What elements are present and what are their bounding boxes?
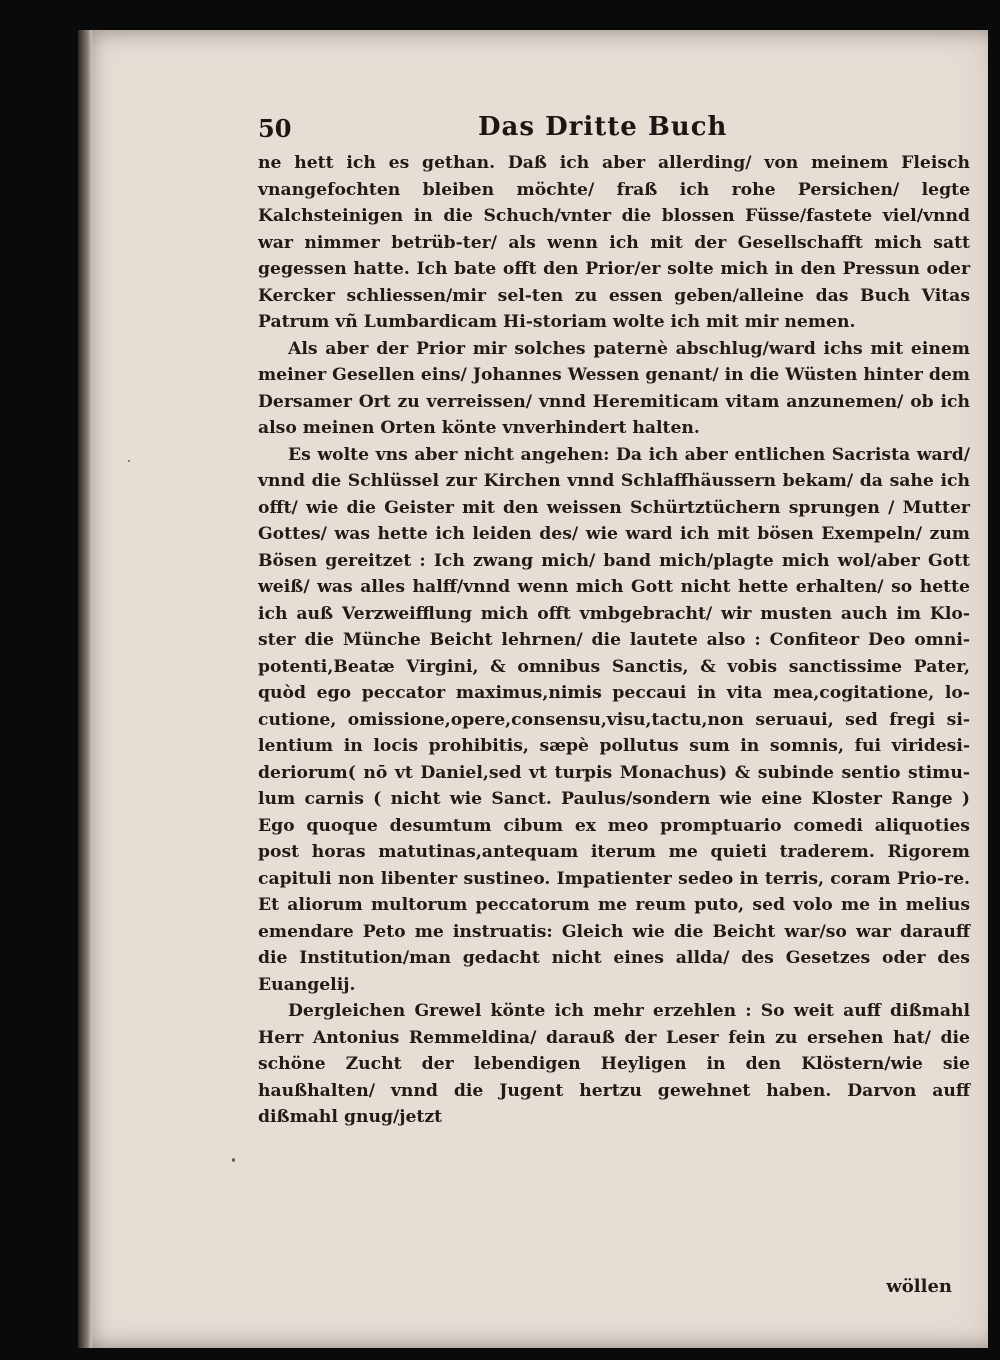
body-text [258, 150, 970, 1131]
page-number: 50 [258, 114, 292, 143]
running-title: Das Dritte Buch [478, 112, 728, 142]
paragraph-2: Als aber der Prior mir solches paternè abschlug/ward ichs mit einem meiner Gesellen eins/ Johannes Wessen genant/ in die Wüsten hinter dem Dersamer Ort zu verreissen/ vnnd Heremiticam vitam anzunemen/ ob ich also meinen Orten könte vnverhindert halten. [258, 338, 970, 438]
page-spine-shadow [78, 30, 92, 1348]
page-header [258, 108, 968, 148]
paper-speck [128, 460, 130, 462]
paragraph-1: ne hett ich es gethan. Daß ich aber allerding/ von meinem Fleisch vnangefochten bleiben möchte/ fraß ich rohe Persichen/ legte Kalchsteinigen in die Schuch/vnter die blossen Füsse/fastete viel/vnnd war nimmer betrüb-ter/ als wenn ich mit der Gesellschafft mich satt gegessen hatte. Ich bate offt den Prior/er solte mich in den Pressun oder Kercker schliessen/mir sel-ten zu essen geben/alleine das Buch Vitas Patrum vñ Lumbardicam Hi-storiam wolte ich mit mir nemen. [258, 153, 970, 332]
paragraph-3: Es wolte vns aber nicht angehen: Da ich aber entlichen Sacrista ward/ vnnd die Schlüssel zur Kirchen vnnd Schlaffhäussern bekam/ da sahe ich offt/ wie die Geister mit den weissen Schürtztüchern sprungen / Mutter Gottes/ was hette ich leiden des/ wie ward ich mit bösen Exempeln/ zum Bösen gereitzet : Ich zwang mich/ band mich/plagte mich wol/aber Gott weiß/ was alles halff/vnnd wenn mich Gott nicht hette erhalten/ so hette ich auß Verzweifflung mich offt vmbgebracht/ wir musten auch im Klo-ster die Münche Beicht lehrnen/ die lautete also : Confiteor Deo omni-potenti,Beatæ Virgini, & omnibus Sanctis, & vobis sanctissime Pater, quòd ego peccator maximus,nimis peccaui in vita mea,cogitatione, lo-cutione, omissione,opere,consensu,visu,tactu,non seruaui, sed fregi si-lentium in locis prohibitis, sæpè pollutus sum in somnis, fui viridesi-deriorum( nō vt Daniel,sed vt turpis Monachus) & subinde sentio stimu-lum carnis ( nicht wie Sanct. Paulus/sondern wie eine Kloster Range ) Ego quoque desumtum cibum ex meo promptuario comedi aliquoties post horas matutinas,antequam iterum me quieti traderem. Rigorem capituli non libenter sustineo. Impatienter sedeo in terris, coram Prio-re. Et aliorum multorum peccatorum me reum puto, sed volo me in melius emendare Peto me instruatis: Gleich wie die Beicht war/so war darauff die Institution/man gedacht nicht eines allda/ des Gesetzes oder des Euangelij. [258, 444, 970, 995]
paper-speck [232, 1158, 235, 1162]
paragraph-4: Dergleichen Grewel könte ich mehr erzehlen : So weit auff dißmahl Herr Antonius Remmeldina/ darauß der Leser fein zu ersehen hat/ die schöne Zucht der lebendigen Heyligen in den Klöstern/wie sie haußhalten/ vnnd die Jugent hertzu gewehnet haben. Darvon auff dißmahl gnug/jetzt [258, 1001, 970, 1127]
catchword: wöllen [886, 1276, 952, 1297]
